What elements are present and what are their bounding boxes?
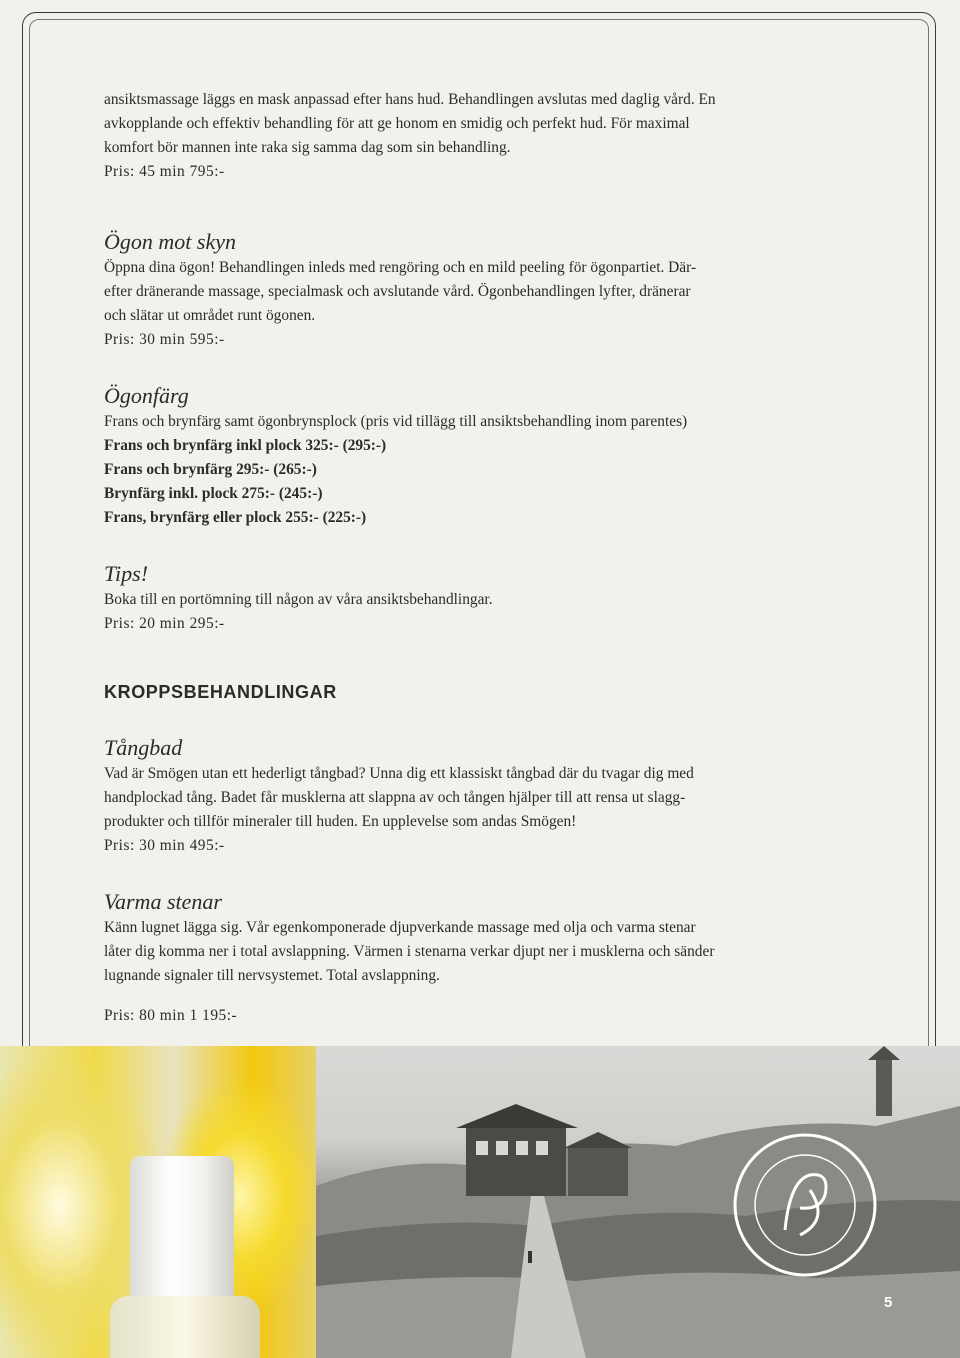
- intro-line: komfort bör mannen inte raka sig samma dag som sin behandling.: [104, 139, 511, 156]
- treatment-title-tangbad: Tångbad: [104, 735, 183, 760]
- price-option: Brynfärg inkl. plock 275:- (245:-): [104, 485, 323, 502]
- intro-price: Pris: 45 min 795:-: [104, 163, 225, 180]
- price-option: Frans och brynfärg 295:- (265:-): [104, 461, 317, 478]
- treatment-line: Vad är Smögen utan ett hederligt tångbad? Unna dig ett klassiskt tångbad där du tvagar dig med: [104, 765, 694, 782]
- treatment-list: [104, 88, 844, 1028]
- treatment-line: Öppna dina ögon! Behandlingen inleds med rengöring och en mild peeling för ögonpartiet. Där-: [104, 259, 697, 276]
- intro-section: [104, 88, 844, 184]
- price-option: Frans och brynfärg inkl plock 325:- (295:-): [104, 437, 387, 454]
- intro-line: ansiktsmassage läggs en mask anpassad efter hans hud. Behandlingen avslutas med daglig vård. En: [104, 91, 716, 108]
- treatment-line: efter dränerande massage, specialmask och avslutande vård. Ögonbehandlingen lyfter, dränerar: [104, 283, 691, 300]
- oil-bottles-photo: [0, 1046, 316, 1358]
- treatment-line: lugnande signaler till nervsystemet. Total avslappning.: [104, 967, 440, 984]
- bottle-cap-shape: [130, 1156, 234, 1306]
- ogon-mot-skyn-section: [104, 228, 844, 352]
- treatment-title-varma-stenar: Varma stenar: [104, 889, 222, 914]
- tangbad-section: [104, 734, 844, 858]
- varma-stenar-section: [104, 888, 844, 1028]
- treatment-price: Pris: 30 min 495:-: [104, 837, 225, 854]
- treatment-description: Frans och brynfärg samt ögonbrynsplock (pris vid tillägg till ansiktsbehandling inom parentes): [104, 413, 688, 430]
- smogens-hafvsbad-logo: [730, 1130, 880, 1280]
- treatment-line: och slätar ut området runt ögonen.: [104, 307, 316, 324]
- ogonfarg-section: [104, 382, 844, 530]
- tips-price: Pris: 20 min 295:-: [104, 615, 225, 632]
- treatment-line: handplockad tång. Badet får musklerna att slappna av och tången hjälper till att rensa ut slagg-: [104, 789, 686, 806]
- treatment-price: Pris: 30 min 595:-: [104, 331, 225, 348]
- price-option: Frans, brynfärg eller plock 255:- (225:-): [104, 509, 367, 526]
- tips-title: Tips!: [104, 561, 149, 586]
- tips-text: Boka till en portömning till någon av våra ansiktsbehandlingar.: [104, 591, 493, 608]
- page-number: 5: [884, 1294, 893, 1311]
- treatment-title-ogonfarg: Ögonfärg: [104, 383, 189, 408]
- treatment-line: låter dig komma ner i total avslappning. Värmen i stenarna verkar djupt ner i musklerna och sänder: [104, 943, 715, 960]
- bottle-neck-shape: [110, 1296, 260, 1358]
- treatment-price: Pris: 80 min 1 195:-: [104, 1007, 238, 1024]
- intro-line: avkopplande och effektiv behandling för att ge honom en smidig och perfekt hud. För maximal: [104, 115, 690, 132]
- treatment-title-ogon-mot-skyn: Ögon mot skyn: [104, 229, 236, 254]
- category-heading: KROPPSBEHANDLINGAR: [104, 682, 337, 702]
- tips-section: [104, 560, 844, 636]
- treatment-line: Känn lugnet lägga sig. Vår egenkomponerade djupverkande massage med olja och varma stenar: [104, 919, 696, 936]
- treatment-line: produkter och tillför mineraler till huden. En upplevelse som andas Smögen!: [104, 813, 577, 830]
